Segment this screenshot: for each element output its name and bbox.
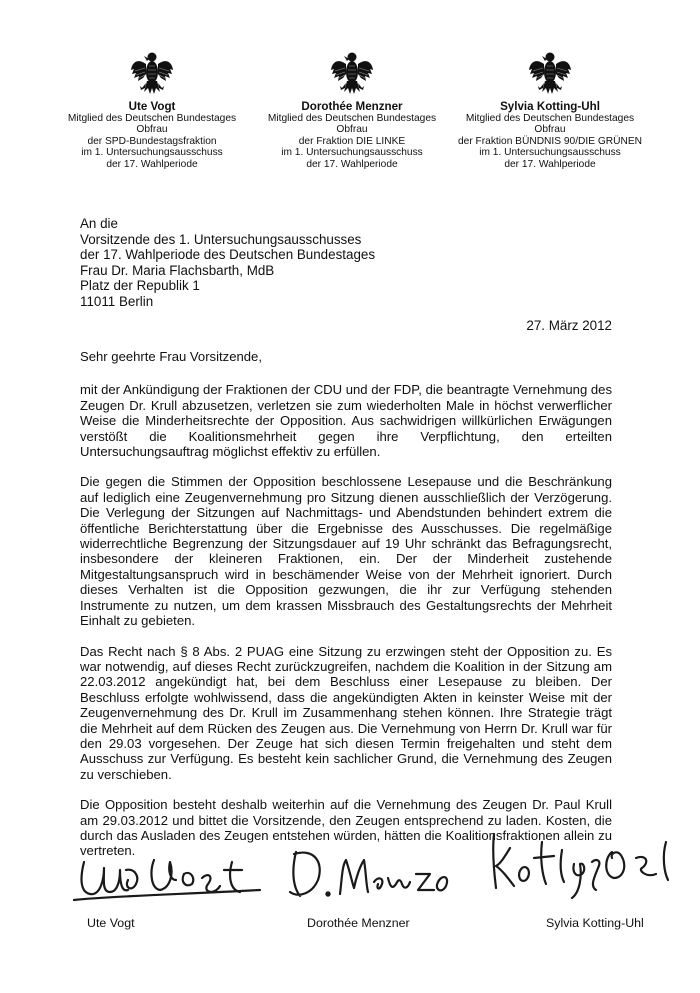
body-paragraph: Die Opposition besteht deshalb weiterhin auf die Vernehmung des Zeugen Dr. Paul Krull am 29.03.2012 und bittet die Vorsitzende, den Zeugen entsprechend zu laden. Kosten, die durch das Ausladen des Zeugen entstehen würden, hätten die Koalitionsfraktionen allein zu vertreten. bbox=[80, 797, 612, 859]
body-paragraph: Das Recht nach § 8 Abs. 2 PUAG eine Sitzung zu erzwingen steht der Opposition zu. Es war notwendig, auf dieses Recht zurückzugreifen, nachdem die Koalition in der Sitzung am 22.03.2012 angekündigt hat, bei dem Beschluss einer Lesepause zu bleiben. Der Beschluss erfolgte wohlwissend, dass die angekündigten Akten in keinster Weise mit der Zeugenvernehmung des Dr. Krull im Zusammenhang stehen können. Ihre Strategie trägt die Mehrheit auf dem Rücken des Zeugen aus. Die Vernehmung von Herrn Dr. Krull war für den 29.03 vorgesehen. Der Zeuge hat sich diesen Termin freigehalten und steht dem Ausschuss zur Verfügung. Es besteht kein sachlicher Grund, die Vernehmung des Zeugen zu verschieben. bbox=[80, 643, 612, 782]
signature-sylvia-kotting-uhl bbox=[486, 828, 686, 908]
salutation: Sehr geehrte Frau Vorsitzende, bbox=[80, 349, 262, 364]
address-line: Frau Dr. Maria Flachsbarth, MdB bbox=[80, 262, 275, 278]
letterhead bbox=[0, 50, 700, 180]
member-title: Mitglied des Deutschen Bundestages bbox=[465, 113, 635, 124]
address-line: 11011 Berlin bbox=[80, 293, 154, 309]
signatory-name: Ute Vogt bbox=[87, 916, 135, 930]
member-name: Sylvia Kotting-Uhl bbox=[500, 100, 600, 113]
member-committee: im 1. Untersuchungsausschuss bbox=[81, 147, 223, 159]
federal-eagle-icon bbox=[130, 50, 174, 98]
signatory-name: Dorothée Menzner bbox=[307, 916, 410, 930]
body-paragraph: mit der Ankündigung der Fraktionen der CDU und der FDP, die beantragte Vernehmung des Zeugen Dr. Krull abzusetzen, verletzen sie zum wiederholten Male in höchst verwerflicher Weise die Minderheitsrechte der Opposition. Aus sachwidrigen willkürlichen Erwägungen verstößt die Koalitionsmehrheit gegen ihre Verpflichtung, den erteilten Untersuchungsauftrag möglichst effektiv zu erfüllen. bbox=[80, 382, 612, 460]
signature-dorothee-menzner bbox=[284, 838, 454, 910]
member-title: Mitglied des Deutschen Bundestages bbox=[67, 113, 237, 124]
recipient-address bbox=[80, 216, 375, 310]
member-name: Ute Vogt bbox=[128, 100, 176, 113]
member-ute-vogt bbox=[37, 50, 267, 170]
signature-block bbox=[0, 828, 700, 938]
address-line: Platz der Republik 1 bbox=[80, 278, 200, 294]
member-faction: der Fraktion BÜNDNIS 90/DIE GRÜNEN bbox=[458, 135, 642, 147]
address-line: Vorsitzende des 1. Untersuchungsausschusses bbox=[80, 231, 362, 247]
member-committee: im 1. Untersuchungsausschuss bbox=[479, 147, 621, 159]
member-period: der 17. Wahlperiode bbox=[306, 158, 398, 170]
member-title: Mitglied des Deutschen Bundestages bbox=[267, 113, 437, 124]
member-name: Dorothée Menzner bbox=[301, 100, 403, 113]
member-committee: im 1. Untersuchungsausschuss bbox=[281, 147, 423, 159]
federal-eagle-icon bbox=[528, 50, 572, 98]
signatory-name: Sylvia Kotting-Uhl bbox=[546, 916, 644, 930]
member-period: der 17. Wahlperiode bbox=[504, 158, 596, 170]
member-dorothee-menzner bbox=[237, 50, 467, 170]
member-role: Obfrau bbox=[136, 124, 168, 136]
member-faction: der SPD-Bundestagsfraktion bbox=[87, 135, 217, 147]
address-line: An die bbox=[80, 216, 118, 231]
member-period: der 17. Wahlperiode bbox=[106, 158, 198, 170]
address-line: der 17. Wahlperiode des Deutschen Bundestages bbox=[80, 247, 376, 263]
member-role: Obfrau bbox=[336, 124, 368, 136]
member-role: Obfrau bbox=[534, 124, 566, 136]
signature-ute-vogt bbox=[70, 840, 270, 910]
member-faction: der Fraktion DIE LINKE bbox=[298, 135, 406, 147]
body-paragraph: Die gegen die Stimmen der Opposition beschlossene Lesepause und die Beschränkung auf lediglich eine Zeugenvernehmung pro Sitzung dienen ausschließlich der Verzögerung. Die Verlegung der Sitzungen auf Nachmittags- und Abendstunden behindert extrem die öffentliche Berichterstattung über die Ergebnisse des Ausschusses. Die regelmäßige widerrechtliche Begrenzung der Sitzungsdauer auf 19 Uhr schränkt das Befragungsrecht, insbesondere der kleineren Fraktionen, ein. Der der Minderheit zustehende Mitgestaltungsanspruch wird in beschämender Weise von der Mehrheit ignoriert. Durch dieses Verhalten ist die Opposition gezwungen, die ihr zur Verfügung stehenden Instrumente zu nutzen, um dem krassen Missbrauch des Gestaltungsrechts der Mehrheit Einhalt zu gebieten. bbox=[80, 474, 612, 629]
federal-eagle-icon bbox=[330, 50, 374, 98]
member-sylvia-kotting-uhl bbox=[435, 50, 665, 170]
letter-date: 27. März 2012 bbox=[526, 318, 612, 333]
letter-body bbox=[80, 349, 612, 874]
